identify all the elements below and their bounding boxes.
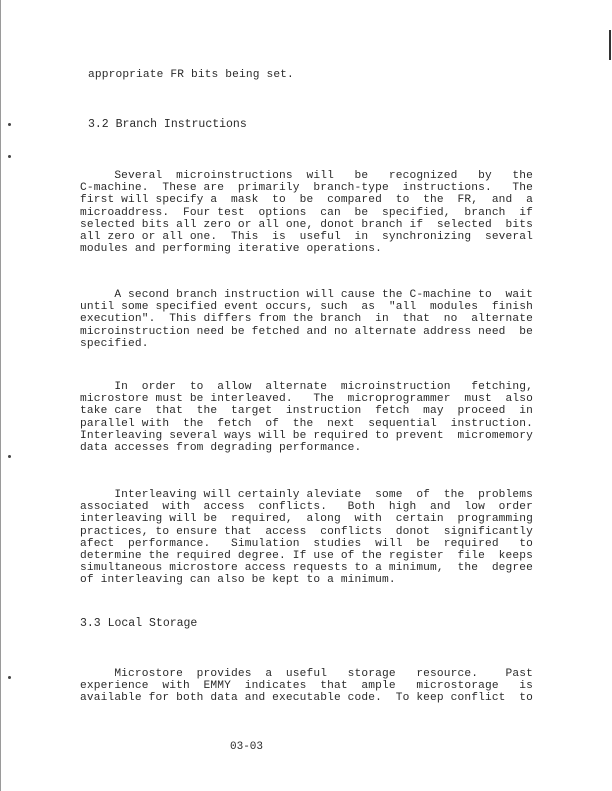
text-line: simultaneous microstore access requests to a minimum, the degree bbox=[80, 562, 533, 575]
text-line: until some specified event occurs, such as "all modules finish bbox=[80, 301, 533, 314]
section-3-3-heading: 3.3 Local Storage bbox=[80, 617, 198, 630]
text-line: microstore must be interleaved. The microprogrammer must also bbox=[80, 393, 533, 406]
text-line: practices, to ensure that access conflicts donot significantly bbox=[80, 525, 533, 538]
text-line: take care that the target instruction fetch may proceed in bbox=[80, 405, 533, 418]
text-line: Microstore provides a useful storage resource. Past bbox=[80, 668, 533, 680]
text-line: C-machine. These are primarily branch-type instructions. The bbox=[80, 182, 533, 195]
intro-line: appropriate FR bits being set. bbox=[88, 69, 294, 81]
text-line: all zero or all one. This is useful in synchronizing several bbox=[80, 231, 533, 243]
text-line: In order to allow alternate microinstruction fetching, bbox=[80, 381, 533, 393]
text-line: execution". This differs from the branch in that no alternate bbox=[80, 313, 533, 326]
text-line: afect performance. Simulation studies will be required to bbox=[80, 537, 533, 550]
text-line: parallel with the fetch of the next sequential instruction. bbox=[80, 417, 533, 430]
text-line: of interleaving can also be kept to a minimum. bbox=[80, 574, 396, 587]
text-line: Interleaving will certainly aleviate some of the problems bbox=[80, 489, 533, 501]
margin-mark bbox=[8, 676, 11, 679]
page-number: 03-03 bbox=[230, 741, 264, 753]
text-line: Interleaving several ways will be required to prevent micromemory bbox=[80, 429, 533, 442]
margin-mark bbox=[8, 455, 11, 458]
text-line: associated with access conflicts. Both high and low order bbox=[80, 501, 533, 514]
right-page-mark bbox=[609, 30, 611, 60]
text-line: A second branch instruction will cause the C-machine to wait bbox=[80, 289, 533, 301]
text-line: available for both data and executable code. To keep conflict to bbox=[80, 692, 533, 705]
left-page-edge bbox=[0, 0, 1, 791]
margin-mark bbox=[8, 123, 11, 126]
text-line: microinstruction need be fetched and no alternate address need be bbox=[80, 325, 533, 338]
section-3-2-heading: 3.2 Branch Instructions bbox=[88, 118, 247, 131]
text-line: data accesses from degrading performance. bbox=[80, 442, 362, 454]
text-line: modules and performing iterative operations. bbox=[80, 243, 382, 256]
text-line: experience with EMMY indicates that ample microstorage is bbox=[80, 680, 533, 693]
margin-mark bbox=[8, 155, 11, 158]
text-line: microaddress. Four test options can be specified, branch if bbox=[80, 206, 533, 219]
text-line: interleaving will be required, along with certain programming bbox=[80, 513, 533, 526]
text-line: selected bits all zero or all one, donot branch if selected bits bbox=[80, 218, 533, 231]
text-line: specified. bbox=[80, 337, 149, 350]
text-line: Several microinstructions will be recognized by the bbox=[80, 170, 533, 182]
text-line: determine the required degree. If use of the register file keeps bbox=[80, 550, 533, 562]
text-line: first will specify a mask to be compared to the FR, and a bbox=[80, 194, 533, 207]
